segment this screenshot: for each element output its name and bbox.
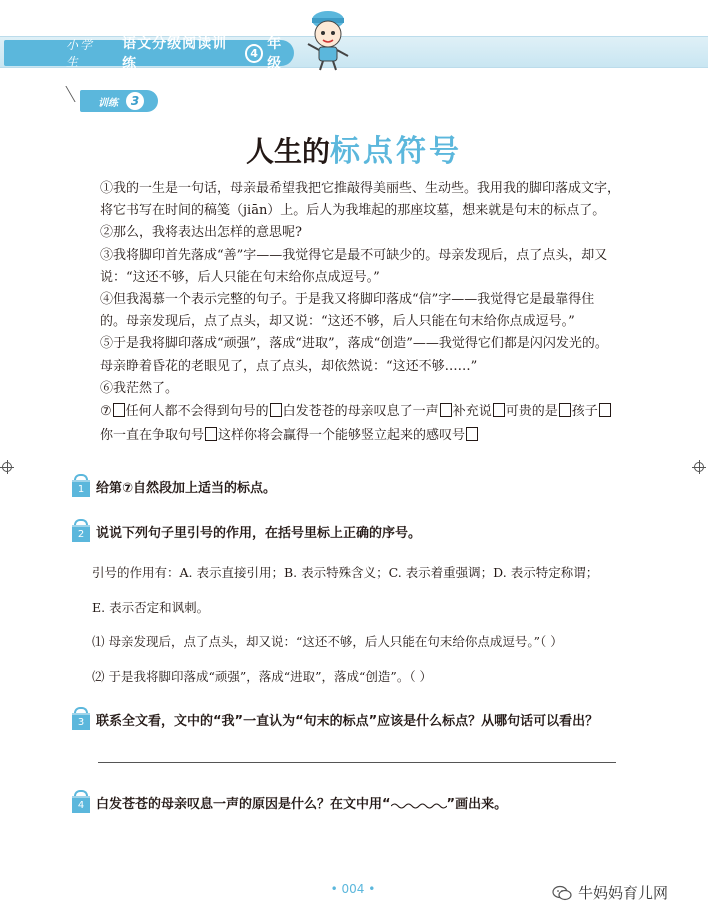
- punctuation-box[interactable]: [440, 403, 452, 417]
- punctuation-box[interactable]: [113, 403, 125, 417]
- question-3-text: 联系全文看，文中的“我”一直认为“句末的标点”应该是什么标点？从哪句话可以看出？: [96, 713, 599, 729]
- paragraph-4: ④但我渴慕一个表示完整的句子。于是我又将脚印落成“信”字——我觉得它是最靠得住的。母亲发现后，点了点头，却又说：“这还不够，后人只能在句末给你点成逗号。”: [100, 292, 595, 330]
- training-number: 3: [126, 92, 144, 110]
- question-3: [70, 707, 598, 731]
- watermark-text: 牛妈妈育儿网: [578, 884, 669, 902]
- page-title: [0, 126, 708, 170]
- p7-seg-7: 这样你将会赢得一个能够竖立起来的感叹号: [218, 428, 466, 444]
- title-part1: 人生的: [245, 135, 330, 168]
- q2-options-line2: E. 表示否定和讽刺。: [92, 600, 210, 615]
- mascot-icon: [298, 6, 358, 72]
- q2-item-1[interactable]: ⑴ 母亲发现后，点了点头，却又说：“这还不够，后人只能在句末给你点成逗号。”（ ）: [92, 634, 563, 649]
- punctuation-box[interactable]: [599, 403, 611, 417]
- p7-seg-1: 任何人都不会得到句号的: [125, 404, 269, 420]
- paragraph-1: ①我的一生是一句话，母亲最希望我把它推敲得美丽些、生动些。我用我的脚印落成文字，将它书写在时间的稿笺（jiān）上。后人为我堆起的那座坟墓，想来就是句末的标点了。: [100, 181, 621, 219]
- answer-line[interactable]: [98, 762, 616, 763]
- question-1-text: 给第⑦自然段加上适当的标点。: [96, 480, 277, 496]
- question-2: [70, 519, 421, 543]
- p7-seg-2: 白发苍苍的母亲叹息了一声: [282, 404, 439, 420]
- punctuation-box[interactable]: [270, 403, 282, 417]
- punctuation-box[interactable]: [559, 403, 571, 417]
- question-4: [70, 790, 507, 814]
- gift-icon: 1: [70, 474, 92, 498]
- p7-seg-0: ⑦: [100, 404, 112, 420]
- paragraph-6: ⑥我茫然了。: [100, 380, 179, 396]
- training-tag: [70, 86, 160, 114]
- passage: [100, 178, 620, 448]
- wavy-line-icon: [391, 801, 447, 809]
- paragraph-3: ③我将脚印首先落成“善”字——我觉得它是最不可缺少的。母亲发现后，点了点头，却又说：“这还不够，后人只能在句末给你点成逗号。”: [100, 247, 608, 285]
- training-label: 训练: [98, 97, 118, 109]
- q2-options-line1: 引号的作用有：A. 表示直接引用；B. 表示特殊含义；C. 表示着重强调；D. 表示特定称谓；: [92, 565, 599, 580]
- paragraph-2: ②那么，我将表达出怎样的意思呢?: [100, 225, 302, 241]
- question-4-text-after: ”画出来。: [446, 796, 508, 812]
- p7-seg-4: 可贵的是: [505, 404, 558, 420]
- punctuation-box[interactable]: [493, 403, 505, 417]
- registration-mark-left: [2, 462, 12, 472]
- grade-label: 年级: [267, 36, 282, 72]
- question-2-text: 说说下列句子里引号的作用，在括号里标上正确的序号。: [96, 525, 422, 541]
- tag-body: [80, 90, 158, 112]
- grade-number: 4: [245, 44, 263, 63]
- p7-seg-3: 补充说: [452, 404, 492, 420]
- paragraph-7: [100, 400, 620, 448]
- question-4-text-before: 白发苍苍的母亲叹息一声的原因是什么？在文中用“: [96, 796, 391, 812]
- paragraph-5: ⑤于是我将脚印落成“顽强”，落成“进取”，落成“创造”——我觉得它们都是闪闪发光的。母亲睁着昏花的老眼见了，点了点头，却依然说：“这还不够……”: [100, 336, 608, 374]
- question-1: [70, 474, 276, 498]
- series-small-label: 小学生: [66, 38, 95, 69]
- gift-icon: 4: [70, 790, 92, 814]
- q2-item-2[interactable]: ⑵ 于是我将脚印落成“顽强”，落成“进取”，落成“创造”。（ ）: [92, 669, 433, 684]
- series-title: 语文分级阅读训练: [122, 36, 228, 72]
- punctuation-box[interactable]: [466, 427, 478, 441]
- header-series: [4, 36, 294, 72]
- wechat-icon: [552, 885, 572, 901]
- page-number: • 004 •: [330, 882, 376, 896]
- question-4-text: [96, 793, 507, 812]
- p7-seg-5: 孩子: [571, 404, 598, 420]
- punctuation-box[interactable]: [205, 427, 217, 441]
- title-part2: 标点符号: [330, 134, 462, 169]
- registration-mark-right: [694, 462, 704, 472]
- gift-icon: 2: [70, 519, 92, 543]
- gift-icon: 3: [70, 707, 92, 731]
- watermark: [552, 882, 668, 903]
- p7-seg-6: 你一直在争取句号: [100, 428, 205, 444]
